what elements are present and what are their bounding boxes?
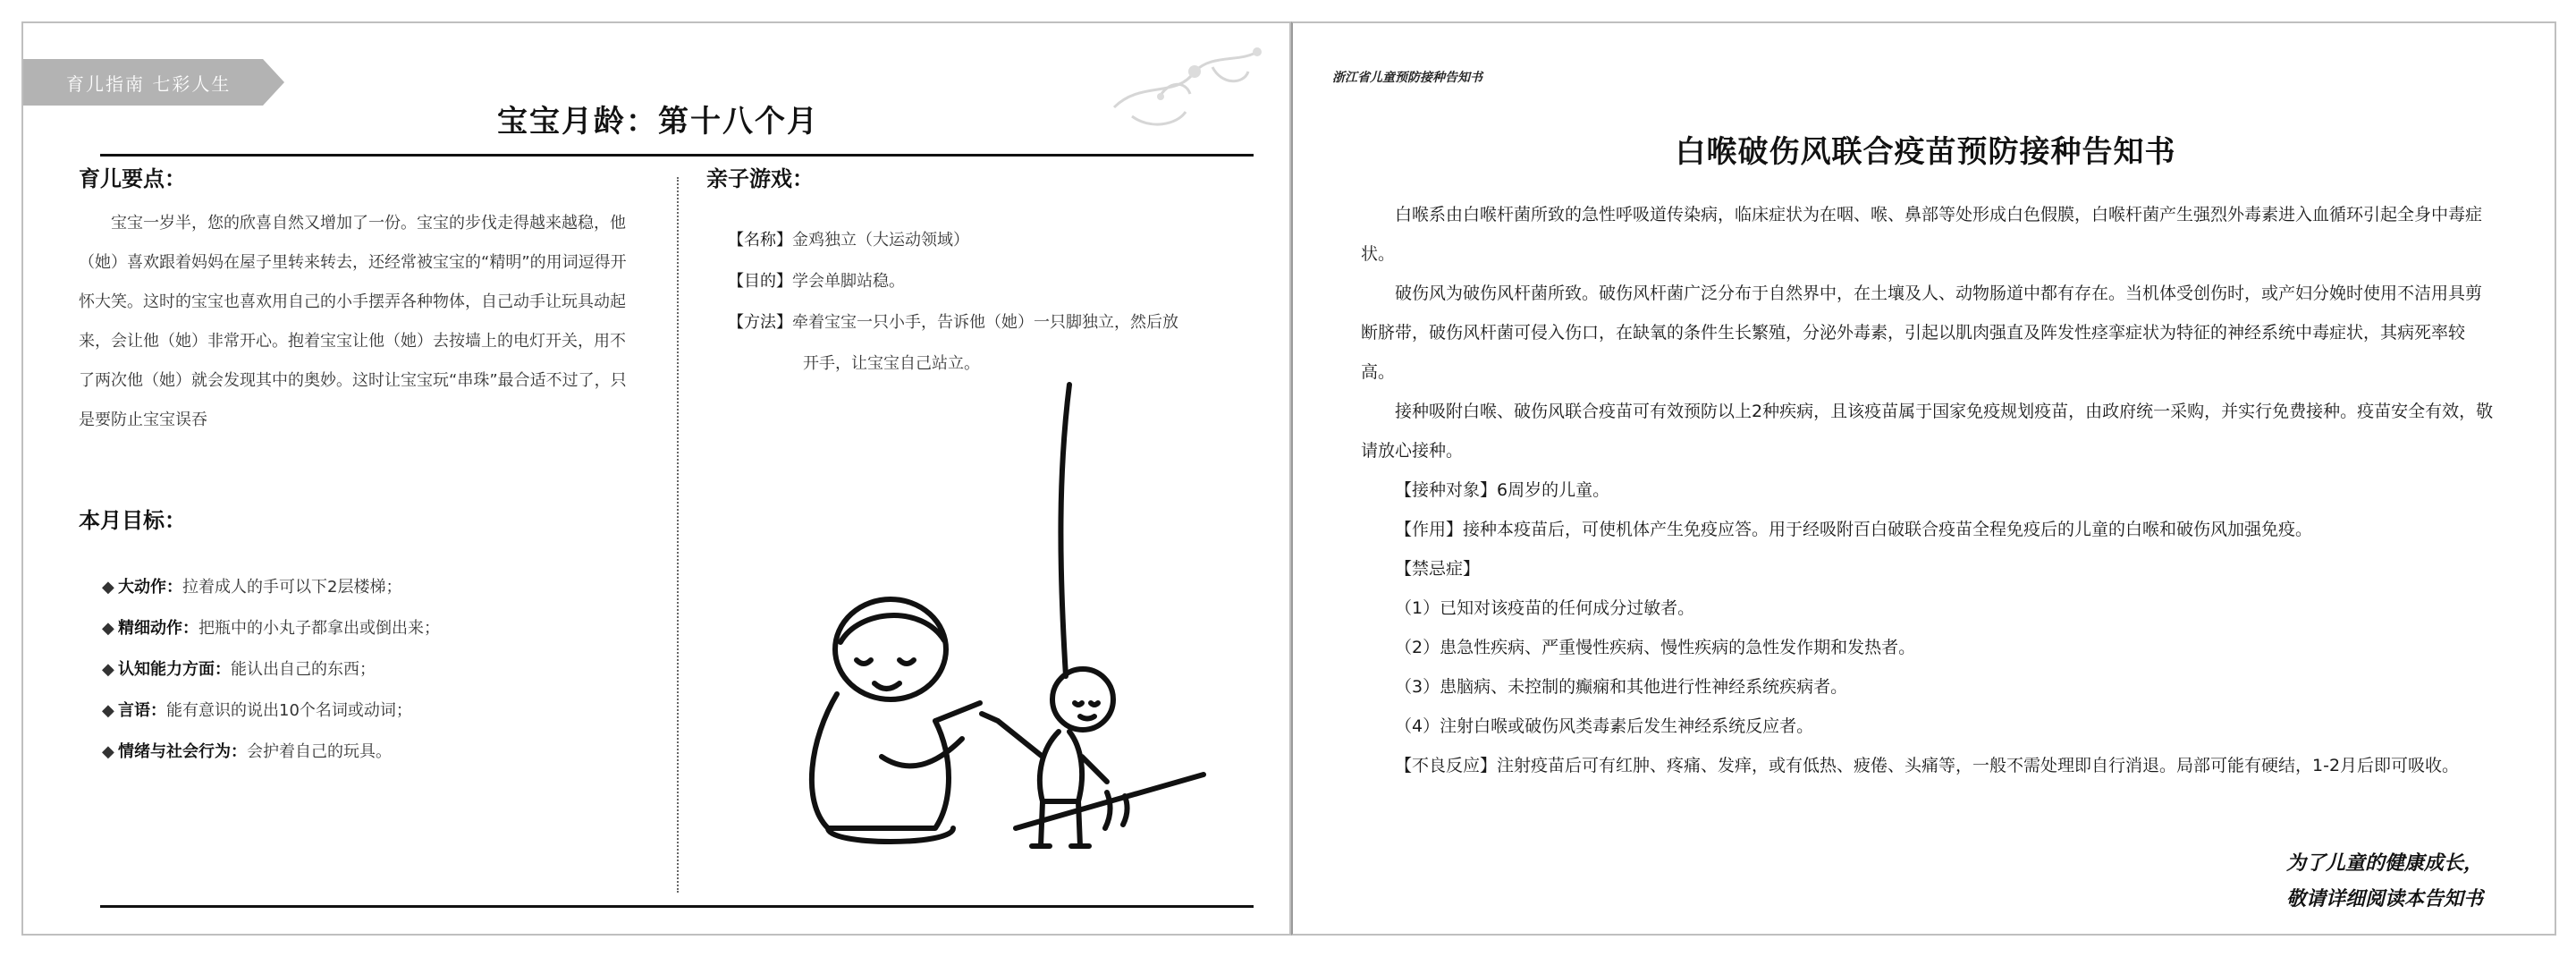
notice-paragraph: 破伤风为破伤风杆菌所致。破伤风杆菌广泛分布于自然界中，在土壤及人、动物肠道中都有存在。当机体受创伤时，或产妇分娩时使用不洁用具剪断脐带，破伤风杆菌可侵入伤口，在缺氧的条件生长繁殖，分泌外毒素，引起以肌肉强直及阵发性痉挛症状为特征的神经系统中毒症状，其病死率较高。 (1361, 284, 2483, 382)
game-method: 【方法】牵着宝宝一只小手，告诉他（她）一只脚独立，然后放 (728, 313, 1178, 332)
care-points-heading: 育儿要点： (79, 166, 186, 191)
page-title: 宝宝月龄：第十八个月 (497, 104, 819, 140)
game-goal: 【目的】学会单脚站稳。 (728, 272, 905, 291)
vaccine-effect: 【作用】接种本疫苗后，可使机体产生免疫应答。用于经吸附百白破联合疫苗全程免疫后的儿童的白喉和破伤风加强免疫。 (1395, 520, 2313, 539)
goals-heading: 本月目标： (79, 508, 186, 533)
title-rule (100, 154, 1254, 157)
contraindication-item: （3）患脑病、未控制的癫痫和其他进行性神经系统疾病者。 (1395, 677, 1848, 697)
goal-item: ◆ 认知能力方面：能认出自己的东西； (102, 660, 376, 679)
goals-list (102, 567, 647, 773)
goal-item: ◆ 精细动作：把瓶中的小丸子都拿出或倒出来； (102, 619, 440, 638)
slogan-line: 为了儿童的健康成长， (2285, 852, 2483, 875)
running-header: 浙江省儿童预防接种告知书 (1332, 71, 1482, 85)
contraindications-heading: 【禁忌症】 (1395, 559, 1481, 579)
contraindication-item: （4）注射白喉或破伤风类毒素后发生神经系统反应者。 (1395, 716, 1814, 736)
notice-paragraph: 白喉系由白喉杆菌所致的急性呼吸道传染病，临床症状为在咽、喉、鼻部等处形成白色假膜，白喉杆菌产生强烈外毒素进入血循环引起全身中毒症状。 (1361, 205, 2483, 264)
game-heading: 亲子游戏： (706, 166, 814, 191)
slogan (2286, 846, 2483, 918)
left-page (21, 21, 1291, 936)
contraindication-item: （1）已知对该疫苗的任何成分过敏者。 (1395, 598, 1695, 618)
care-points-paragraph: 宝宝一岁半，您的欣喜自然又增加了一份。宝宝的步伐走得越来越稳，他（她）喜欢跟着妈妈在屋子里转来转去，还经常被宝宝的“精明”的用词逗得开怀大笑。这时的宝宝也喜欢用自己的小手摆弄各种物体，自己动手让玩具动起来，会让他（她）非常开心。抱着宝宝让他（她）去按墙上的电灯开关，用不了两次他（她）就会发现其中的奥妙。这时让宝宝玩“串珠”最合适不过了，只是要防止宝宝误吞 (79, 214, 627, 429)
vaccination-target: 【接种对象】6周岁的儿童。 (1395, 480, 1610, 500)
care-points-text (79, 204, 631, 440)
notice-title: 白喉破伤风联合疫苗预防接种告知书 (1675, 134, 2176, 170)
parent-child-illustration (774, 381, 1221, 882)
right-page (1291, 21, 2556, 936)
notice-body (1361, 195, 2495, 785)
slogan-line: 敬请详细阅读本告知书 (2285, 888, 2483, 910)
tab-label: 育儿指南 七彩人生 (66, 73, 232, 95)
column-divider (677, 177, 679, 893)
goal-item: ◆ 情绪与社会行为：会护着自己的玩具。 (102, 742, 392, 761)
game-details (728, 220, 1264, 385)
goal-item: ◆ 大动作：拉着成人的手可以下2层楼梯； (102, 578, 402, 597)
game-name: 【名称】金鸡独立（大运动领域） (728, 231, 969, 250)
notice-paragraph: 接种吸附白喉、破伤风联合疫苗可有效预防以上2种疾病，且该疫苗属于国家免疫规划疫苗，由政府统一采购，并实行免费接种。疫苗安全有效，敬请放心接种。 (1361, 402, 2494, 461)
footer-rule (100, 905, 1254, 908)
adverse-reactions: 【不良反应】注射疫苗后可有红肿、疼痛、发痒，或有低热、疲倦、头痛等，一般不需处理即自行消退。局部可能有硬结，1-2月后即可吸收。 (1395, 756, 2460, 775)
game-method-continued: 开手，让宝宝自己站立。 (803, 354, 980, 373)
goal-item: ◆ 言语：能有意识的说出10个名词或动词； (102, 701, 412, 720)
contraindication-item: （2）患急性疾病、严重慢性疾病、慢性疾病的急性发作期和发热者。 (1395, 638, 1916, 657)
